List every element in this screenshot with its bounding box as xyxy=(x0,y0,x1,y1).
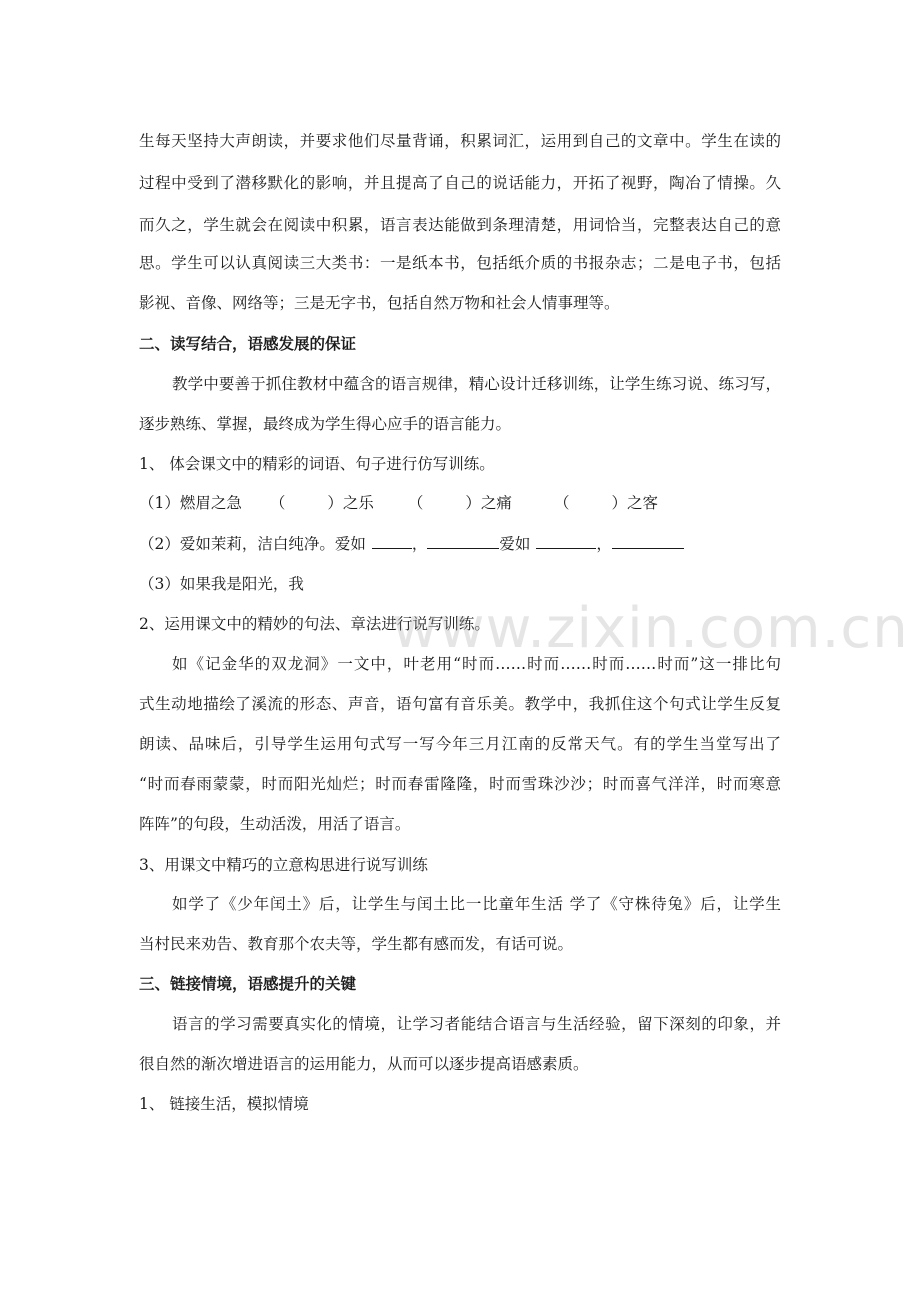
paragraph-line: 过程中受到了潜移默化的影响，并且提高了自己的说话能力，开拓了视野，陶冶了情操。久 xyxy=(139,174,781,192)
paragraph-line: 影视、音像、网络等；三是无字书，包括自然万物和社会人情事理等。 xyxy=(139,294,620,312)
paragraph-line: 如学了《少年闰土》后，让学生与闰土比一比童年生活 学了《守株待兔》后，让学生 xyxy=(172,895,781,913)
paragraph-line: 如《记金华的双龙洞》一文中，叶老用“时而……时而……时而……时而”这一排比句 xyxy=(172,655,781,673)
blank-open: （ xyxy=(407,494,424,512)
paragraph-line: “时而春雨蒙蒙，时而阳光灿烂；时而春雷隆隆，时而雪珠沙沙；时而喜气洋洋，时而寒意 xyxy=(139,775,781,793)
fill-blank xyxy=(427,534,499,549)
list-item: 1、 链接生活，模拟情境 xyxy=(139,1095,309,1113)
paragraph-line: 逐步熟练、掌握，最终成为学生得心应手的语言能力。 xyxy=(139,415,512,433)
paragraph-line: 思。学生可以认真阅读三大类书：一是纸本书，包括纸介质的书报杂志；二是电子书，包括 xyxy=(139,254,781,272)
fill-blank xyxy=(536,534,596,549)
comma: ， xyxy=(411,535,428,553)
paragraph-line: 很自然的渐次增进语言的运用能力，从而可以逐步提高语感素质。 xyxy=(139,1055,589,1073)
exercise-2 xyxy=(139,533,684,555)
blank-close: ）之客 xyxy=(611,494,658,512)
blank-close: ）之乐 xyxy=(327,494,374,512)
blank-close: ）之痛 xyxy=(465,494,512,512)
fill-blank xyxy=(372,534,412,549)
exercise-3: （3）如果我是阳光，我 xyxy=(139,575,304,593)
exercise-label: （2）爱如茉莉，洁白纯净。爱如 xyxy=(139,535,366,553)
exercise-label: （1）燃眉之急 xyxy=(139,494,242,512)
exercise-text: 爱如 xyxy=(499,535,531,553)
paragraph-line: 朗读、品味后，引导学生运用句式写一写今年三月江南的反常天气。有的学生当堂写出了 xyxy=(139,735,781,753)
paragraph-line: 生每天坚持大声朗读，并要求他们尽量背诵，积累词汇，运用到自己的文章中。学生在读的 xyxy=(139,132,781,150)
paragraph-line: 语言的学习需要真实化的情境，让学习者能结合语言与生活经验，留下深刻的印象，并 xyxy=(172,1015,781,1033)
paragraph-line: 而久之，学生就会在阅读中积累，语言表达能做到条理清楚，用词恰当，完整表达自己的意 xyxy=(139,216,781,234)
paragraph-line: 式生动地描绘了溪流的形态、声音，语句富有音乐美。教学中，我抓住这个句式让学生反复 xyxy=(139,695,781,713)
section-heading: 三、链接情境，语感提升的关键 xyxy=(139,974,357,993)
paragraph-line: 阵阵”的句段，生动活泼，用活了语言。 xyxy=(139,815,411,833)
exercise-1 xyxy=(139,492,658,514)
paragraph-line: 当村民来劝告、教育那个农夫等，学生都有感而发，有话可说。 xyxy=(139,935,574,953)
list-item: 1、 体会课文中的精彩的词语、句子进行仿写训练。 xyxy=(139,455,495,473)
list-item: 3、用课文中精巧的立意构思进行说写训练 xyxy=(139,856,428,874)
paragraph-line: 教学中要善于抓住教材中蕴含的语言规律，精心设计迁移训练，让学生练习说、练习写， xyxy=(172,375,781,393)
fill-blank xyxy=(612,534,684,549)
blank-open: （ xyxy=(269,494,286,512)
comma: ， xyxy=(596,535,612,553)
blank-open: （ xyxy=(553,494,570,512)
watermark: www.zixin.com.cn xyxy=(392,596,909,661)
list-item: 2、运用课文中的精妙的句法、章法进行说写训练。 xyxy=(139,615,490,633)
section-heading: 二、读写结合，语感发展的保证 xyxy=(139,334,357,353)
